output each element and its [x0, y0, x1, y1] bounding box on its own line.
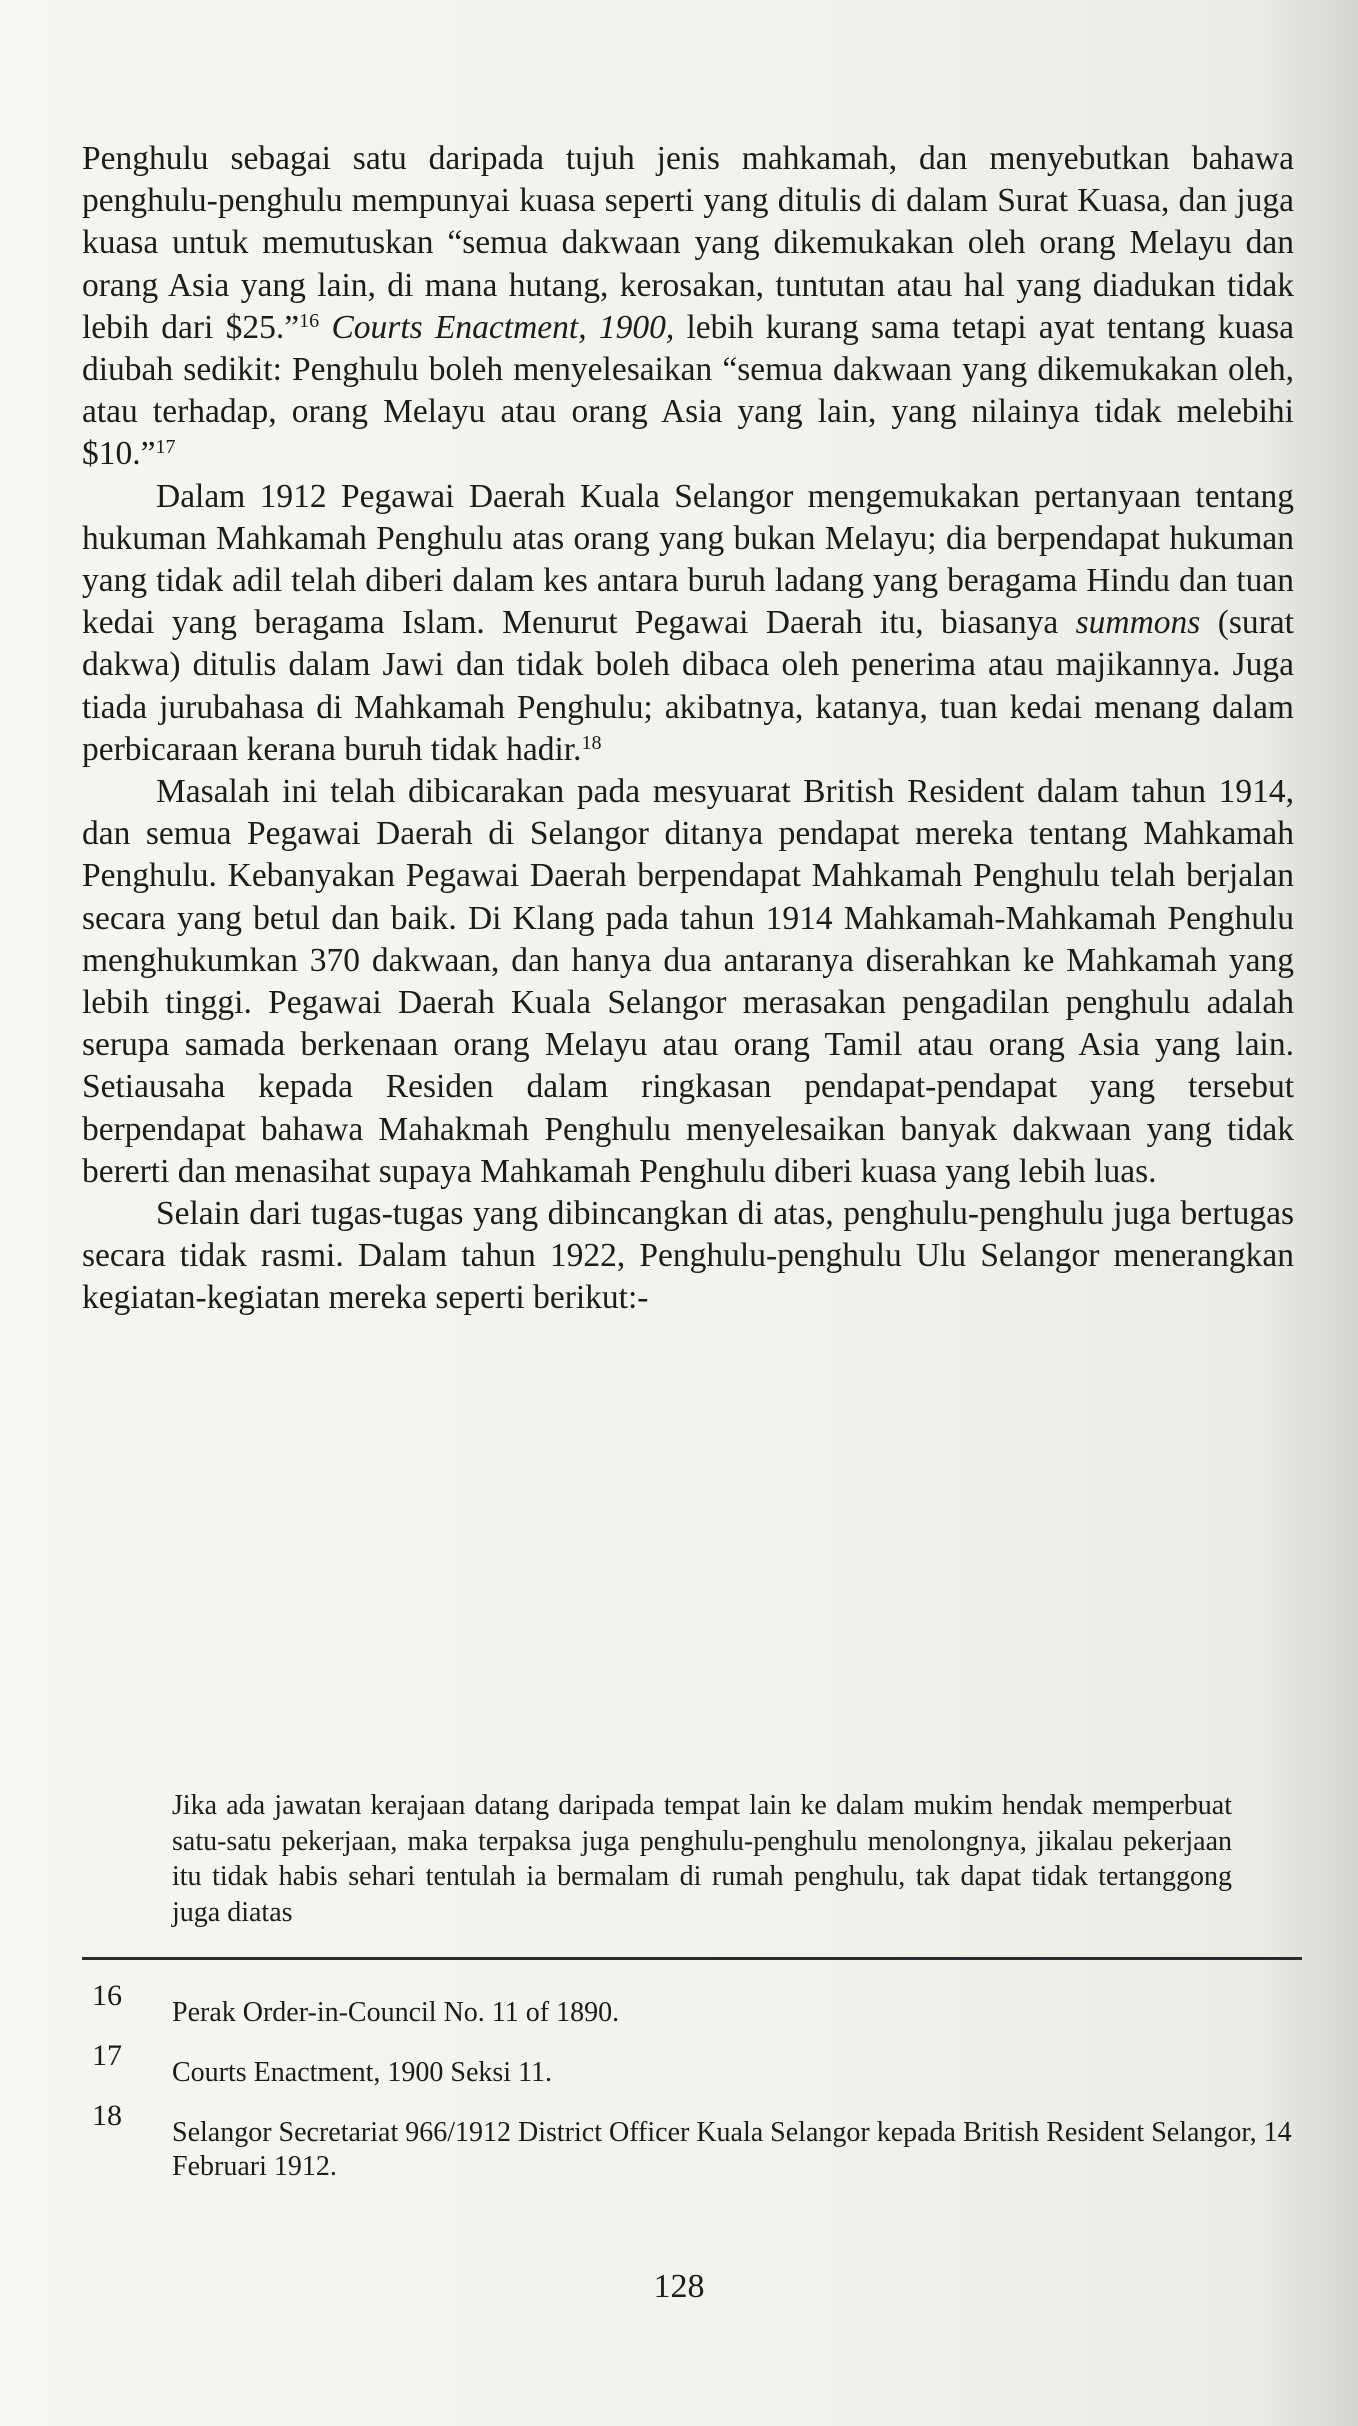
footnote-text: Courts Enactment, 1900 Seksi 11. [172, 2057, 553, 2088]
footnote-number: 17 [92, 2039, 122, 2072]
footnote-17 [92, 2040, 1304, 2090]
block-quote [172, 1788, 1232, 1930]
footnote-number: 18 [92, 2099, 122, 2132]
page-number: 128 [653, 2268, 705, 2305]
footnote-text: Selangor Secretariat 966/1912 District Officer Kuala Selangor kepada British Resident Selangor, 14 Februari 1912. [172, 2117, 1292, 2182]
footnotes [92, 1980, 1304, 2194]
paragraph-1: Penghulu sebagai satu daripada tujuh jenis mahkamah, dan menyebutkan bahawa penghulu-penghulu mempunyai kuasa seperti yang ditulis di dalam Surat Kuasa, dan juga kuasa untuk memutuskan “semua dakwaan yang dikemukakan oleh orang Melayu dan orang Asia yang lain, di mana hutang, kerosakan, tuntutan atau hal yang diadukan tidak lebih dari $25.”$^{16}$ Courts Enactment, 1900, lebih kurang sama tetapi ayat tentang kuasa diubah sedikit: Penghulu boleh menyelesaikan “semua dakwaan yang dikemukakan oleh, atau terhadap, orang Melayu atau orang Asia yang lain, yang nilainya tidak melebihi $10.”$^{17}$ [82, 140, 1294, 473]
main-text [82, 138, 1294, 1320]
footnote-text: Perak Order-in-Council No. 11 of 1890. [172, 1997, 620, 2028]
footnote-16 [92, 1980, 1304, 2030]
courts-enactment-title: Courts Enactment, 1900, [331, 308, 675, 346]
quote-text: Jika ada jawatan kerajaan datang daripada tempat lain ke dalam mukim hendak memperbuat satu-satu pekerjaan, maka terpaksa juga penghulu-penghulu menolongnya, jikalau pekerjaan itu tidak habis sehari tentulah ia bermalam di rumah penghulu, tak dapat tidak tertanggong juga diatas [172, 1790, 1232, 1928]
paragraph-3: Masalah ini telah dibicarakan pada mesyuarat British Resident dalam tahun 1914, dan semua Pegawai Daerah di Selangor ditanya pendapat mereka tentang Mahkamah Penghulu. Kebanyakan Pegawai Daerah berpendapat Mahkamah Penghulu telah berjalan secara yang betul dan baik. Di Klang pada tahun 1914 Mahkamah-Mahkamah Penghulu menghukumkan 370 dakwaan, dan hanya dua antaranya diserahkan ke Mahkamah yang lebih tinggi. Pegawai Daerah Kuala Selangor merasakan pengadilan penghulu adalah serupa samada berkenaan orang Melayu atau orang Tamil atau orang Asia yang lain. Setiausaha kepada Residen dalam ringkasan pendapat-pendapat yang tersebut berpendapat bahawa Mahakmah Penghulu menyelesaikan banyak dakwaan yang tidak bererti dan menasihat supaya Mahkamah Penghulu diberi kuasa yang lebih luas. [82, 773, 1294, 1190]
paragraph-4: Selain dari tugas-tugas yang dibincangkan di atas, penghulu-penghulu juga bertugas secara tidak rasmi. Dalam tahun 1922, Penghulu-penghulu Ulu Selangor menerangkan kegiatan-kegiatan mereka seperti berikut:- [82, 1195, 1294, 1317]
footnote-ref-18[interactable]: 18 [581, 731, 602, 754]
footnote-ref-16[interactable]: 16 [299, 309, 320, 332]
footnote-number: 16 [92, 1979, 122, 2012]
footnote-ref-17[interactable]: 17 [155, 436, 176, 459]
footnote-divider [82, 1957, 1302, 1960]
paragraph-2: Dalam 1912 Pegawai Daerah Kuala Selangor mengemukakan pertanyaan tentang hukuman Mahkamah Penghulu atas orang yang bukan Melayu; dia berpendapat hukuman yang tidak adil telah diberi dalam kes antara buruh ladang yang beragama Hindu dan tuan kedai yang beragama Islam. Menurut Pegawai Daerah itu, biasanya summons (surat dakwa) ditulis dalam Jawi dan tidak boleh dibaca oleh penerima atau majikannya. Juga tiada jurubahasa di Mahkamah Penghulu; akibatnya, katanya, tuan kedai menang dalam perbicaraan kerana buruh tidak hadir.$^{18}$ [82, 477, 1294, 768]
footnote-18 [92, 2100, 1304, 2184]
summons-word: summons [1075, 604, 1201, 642]
